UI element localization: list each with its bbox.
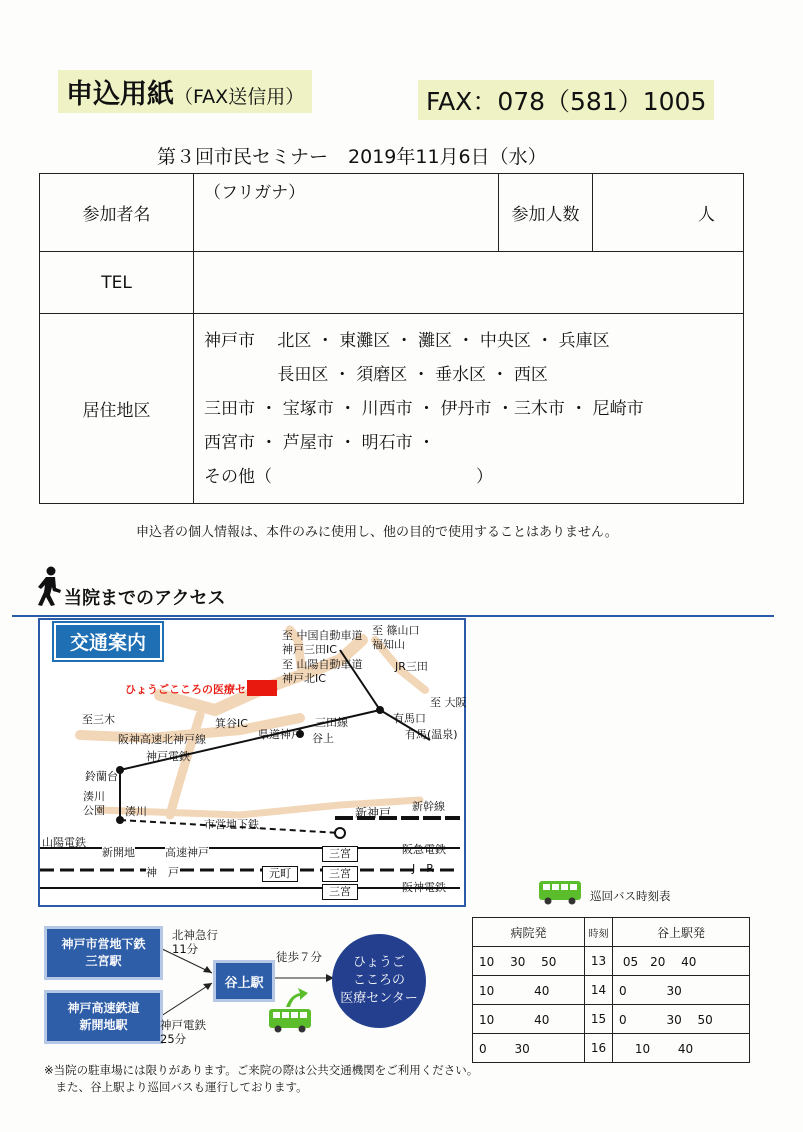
map-label-jr-sanda: JR三田: [395, 660, 428, 673]
bus-hour: 16: [585, 1034, 613, 1063]
bus-cell: 0 30: [473, 1034, 585, 1063]
area-line-kobe: 神戸市 北区 ・ 東灘区 ・ 灘区 ・ 中央区 ・ 兵庫区: [204, 330, 610, 351]
map-label-ken-road: 県道神戸: [258, 728, 302, 741]
bus-timetable-icon: [538, 880, 582, 906]
map-label-sannomiya-1: 三宮: [322, 846, 358, 862]
form-title-sub: （FAX送信用）: [174, 86, 305, 108]
bus-cell: 10 40: [473, 976, 585, 1005]
map-label-shinkansen: 新幹線: [412, 800, 445, 813]
walk-label: 徒歩７分: [276, 950, 322, 964]
map-label-sanda-line: 三田線: [315, 716, 348, 729]
map-label-minatogawa: 湊川: [125, 805, 147, 818]
area-label: 居住地区: [40, 314, 194, 504]
area-line-other: その他（ ）: [204, 466, 493, 487]
furigana-hint: （フリガナ）: [204, 183, 306, 203]
bus-cell: 10 40: [613, 1034, 750, 1063]
map-label-arimaguchi: 有馬口: [393, 712, 426, 725]
application-form: [39, 173, 744, 504]
walking-person-icon: [36, 566, 62, 606]
seminar-name: 第３回市民セミナー: [157, 146, 329, 168]
map-label-motomachi: 元町: [262, 866, 298, 882]
bus-hour: 13: [585, 947, 613, 976]
map-label-sannomiya-2: 三宮: [322, 866, 358, 882]
footer-note: [44, 1062, 478, 1096]
kousoku-shinkaichi-box: 神戸高速鉄道 新開地駅: [44, 990, 163, 1044]
map-hospital-label: ひょうごこころの医療センター: [125, 683, 279, 696]
map-label-hanshin-road: 阪神高速北神戸線: [118, 733, 206, 746]
green-arrow-icon: [282, 985, 310, 1009]
bus-hour: 15: [585, 1005, 613, 1034]
map-label-tanigami: 谷上: [312, 732, 334, 745]
footer-line-1: ※当院の駐車場には限りがあります。ご来院の際は公共交通機関をご利用ください。: [44, 1063, 479, 1077]
dentetsu-label: 神戸電鉄 25分: [160, 1018, 206, 1046]
form-title: [58, 70, 312, 113]
tanigami-station-box: 谷上駅: [213, 960, 275, 1002]
map-label-hankyu: 阪急電鉄: [402, 843, 446, 856]
map-label-kousoku-kobe: 高速神戸: [165, 846, 209, 859]
name-field[interactable]: [194, 174, 499, 252]
fax-number: FAX：078（581）1005: [418, 80, 714, 120]
access-title: 当院までのアクセス: [64, 588, 226, 609]
seminar-date: 2019年11月6日（水）: [348, 146, 547, 168]
map-label-minatogawa-park: 湊川 公園: [83, 790, 105, 817]
area-line-cities-1: 三田市 ・ 宝塚市 ・ 川西市 ・ 伊丹市 ・三木市 ・ 尼崎市: [204, 398, 644, 419]
map-label-chugoku: 至 中国自動車道 神戸三田IC: [282, 629, 363, 656]
bus-cell: 05 20 40: [613, 947, 750, 976]
bus-icon: [268, 1008, 312, 1034]
bus-timetable-title: 巡回バス時刻表: [590, 889, 671, 903]
access-divider: [12, 615, 774, 617]
map-label-shinkobe: 新神戸: [355, 806, 392, 820]
bus-hour: 14: [585, 976, 613, 1005]
map-label-kobe: 神 戸: [146, 866, 179, 879]
map-label-sanyo: 至 山陽自動車道 神戸北IC: [282, 658, 363, 685]
table-row: [473, 976, 750, 1005]
table-row: [473, 1005, 750, 1034]
map-label-miki: 至三木: [82, 713, 115, 726]
map-label-fukuchiyama: 至 篠山口 福知山: [372, 624, 420, 651]
hokushin-label: 北神急行 11分: [172, 928, 218, 956]
map-label-minoya: 箕谷IC: [215, 717, 248, 730]
map-label-sannomiya-3: 三宮: [322, 884, 358, 900]
map-label-sanyo-dentetsu: 山陽電鉄: [42, 836, 86, 849]
map-label-subway: 市営地下鉄: [204, 818, 259, 831]
count-label: 参加人数: [499, 174, 593, 252]
subway-sannomiya-box: 神戸市営地下鉄 三宮駅: [44, 926, 163, 980]
tel-field[interactable]: [194, 252, 744, 314]
map-label-arima-onsen: 有馬(温泉): [405, 728, 458, 741]
bus-cell: 0 30 50: [613, 1005, 750, 1034]
hospital-circle: ひょうご こころの 医療センター: [332, 934, 426, 1028]
count-field[interactable]: [593, 174, 744, 252]
map-label-osaka: 至 大阪: [430, 696, 467, 709]
map-label-hanshin: 阪神電鉄: [402, 881, 446, 894]
bus-cell: 10 40: [473, 1005, 585, 1034]
area-options[interactable]: [194, 314, 744, 504]
name-label: 参加者名: [40, 174, 194, 252]
bus-header-hour: 時刻: [585, 918, 613, 947]
map-title: 交通案内: [54, 623, 162, 660]
seminar-line: [157, 142, 547, 169]
form-title-text: 申込用紙: [66, 79, 174, 110]
bus-cell: 0 30: [613, 976, 750, 1005]
map-label-jr: J R: [412, 862, 434, 875]
area-line-cities-2: 西宮市 ・ 芦屋市 ・ 明石市 ・: [204, 432, 436, 453]
table-row: [473, 1034, 750, 1063]
footer-line-2: また、谷上駅より巡回バスも運行しております。: [44, 1080, 308, 1094]
bus-cell: 10 30 50: [473, 947, 585, 976]
bus-header-tanigami: 谷上駅発: [613, 918, 750, 947]
privacy-notice: 申込者の個人情報は、本件のみに使用し、他の目的で使用することはありません。: [136, 525, 618, 540]
table-row: [473, 947, 750, 976]
bus-header-hospital: 病院発: [473, 918, 585, 947]
tel-label: TEL: [40, 252, 194, 314]
map-label-suzurandai: 鈴蘭台: [85, 770, 118, 783]
area-line-kobe-2: 長田区 ・ 須磨区 ・ 垂水区 ・ 西区: [204, 364, 548, 385]
count-unit: 人: [698, 205, 715, 225]
map-label-shintetsu: 神戸電鉄: [146, 750, 190, 763]
bus-timetable: [472, 917, 750, 1063]
map-label-shinkaichi: 新開地: [102, 846, 135, 859]
